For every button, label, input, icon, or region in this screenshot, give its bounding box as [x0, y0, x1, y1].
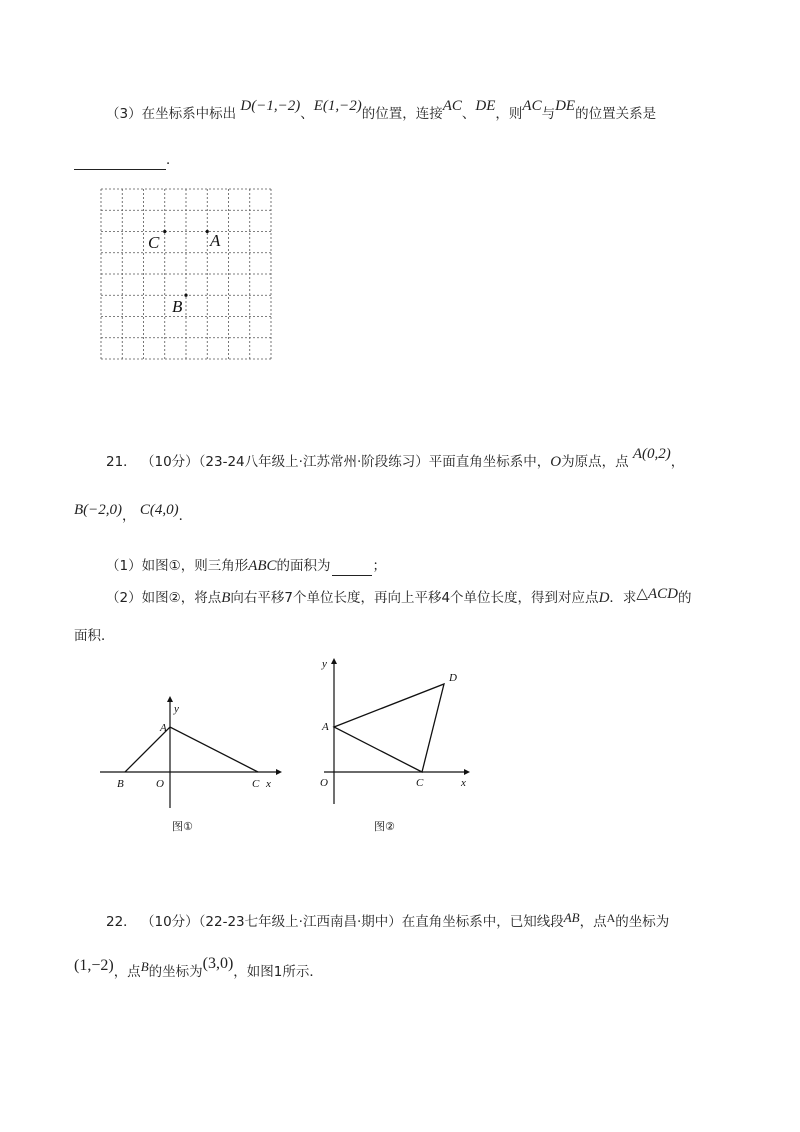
text: ，点 [113, 964, 141, 980]
text: 如图②，将点 [141, 590, 222, 606]
q21-part1 [106, 556, 386, 576]
q21-line-1 [106, 446, 685, 472]
q22-line-1 [106, 912, 669, 932]
q20-part3-line [106, 98, 657, 124]
label-x: x [266, 778, 271, 790]
source: （23-24八年级上·江苏常州·阶段练习） [198, 454, 429, 470]
triangle-abc-edges [125, 727, 258, 772]
label-y: y [174, 703, 179, 715]
text: 的坐标为 [615, 914, 670, 930]
text: 向右平移7个单位长度，再向上平移4个单位长度，得到对应点 [230, 590, 599, 606]
score: （10分） [140, 454, 199, 470]
label-x: x [461, 777, 466, 789]
figure-2 [316, 654, 476, 840]
text: 的位置，连接 [361, 106, 443, 122]
label-b: B [172, 297, 183, 316]
q20-answer-line [74, 150, 180, 170]
point-a-coord: (1,−2) [74, 957, 114, 974]
label-c: C [252, 778, 260, 790]
label-o: O [156, 778, 164, 790]
text: 在直角坐标系中，已知线段 [401, 914, 564, 930]
q22-line-2 [74, 955, 323, 982]
q21-part2 [106, 588, 691, 608]
triangle-acd: △ACD [636, 586, 678, 602]
text: 面积． [74, 628, 115, 644]
label-o: O [320, 777, 328, 789]
text: ，则 [495, 106, 523, 122]
caption: 图② [374, 820, 395, 833]
text: 如图①，则三角形 [141, 558, 249, 574]
point-a-dot [206, 230, 209, 233]
x-axis-arrow-icon [276, 769, 282, 775]
text: 与 [541, 106, 556, 122]
comma: ， [122, 508, 136, 524]
segment-ac: AC [442, 98, 462, 114]
q21-part2-cont [74, 626, 115, 646]
point-b-ref: B [140, 959, 149, 974]
point-a: A(0,2) [632, 446, 671, 462]
text: ，如图1所示． [233, 964, 323, 980]
text: ，点 [579, 914, 607, 930]
semicolon: ； [372, 558, 387, 574]
period: ． [178, 508, 193, 524]
text: 的面积为 [276, 558, 331, 574]
y-axis-arrow-icon [167, 696, 173, 702]
text: 的 [677, 590, 692, 606]
label-d: D [449, 672, 457, 684]
figure-1 [96, 690, 286, 840]
x-axis-arrow-icon [464, 769, 470, 775]
point-b: B(−2,0) [74, 502, 123, 518]
text: 的坐标为 [148, 964, 203, 980]
separator: 、 [461, 106, 476, 122]
point-b-ref: B [221, 590, 231, 606]
period: ． [166, 152, 180, 168]
label-y: y [322, 658, 327, 670]
point-a-ref: A [606, 911, 616, 925]
point-d-ref: D [598, 590, 610, 606]
part-number: （2） [106, 590, 142, 606]
triangle-abc: ABC [248, 558, 277, 574]
q21-line-2 [74, 502, 193, 526]
text: 在坐标系中标出 [141, 106, 237, 122]
segment-ac: AC [522, 98, 542, 114]
caption: 图① [172, 820, 193, 833]
text: 的位置关系是 [575, 106, 657, 122]
point-d: D(−1,−2) [240, 98, 301, 114]
text: 平面直角坐标系中， [428, 454, 551, 470]
label-a: A [160, 722, 167, 734]
segment-de: DE [555, 98, 576, 114]
dotted-grid-figure [98, 186, 278, 366]
question-number: 21． [106, 454, 137, 470]
point-c: C(4,0) [139, 502, 179, 518]
text: ．求 [609, 590, 637, 606]
origin-o: O [550, 454, 562, 470]
text: 为原点，点 [561, 454, 629, 470]
score: （10分） [140, 914, 199, 930]
source: （22-23七年级上·江西南昌·期中） [198, 914, 402, 930]
segment-ab: AB [563, 910, 580, 925]
label-a: A [210, 231, 221, 250]
part-number: （1） [106, 558, 142, 574]
label-c: C [148, 233, 160, 252]
label-a: A [322, 721, 329, 733]
segment-de: DE [475, 98, 496, 114]
point-b-dot [184, 294, 187, 297]
point-b-coord: (3,0) [202, 955, 234, 972]
part-number: （3） [106, 106, 142, 122]
point-e: E(1,−2) [313, 98, 362, 114]
separator: 、 [300, 106, 314, 122]
y-axis-arrow-icon [331, 658, 337, 664]
answer-blank[interactable] [332, 561, 372, 576]
triangle-acd-edges [334, 684, 444, 772]
label-b: B [117, 778, 124, 790]
point-c-dot [163, 230, 166, 233]
question-number: 22． [106, 914, 137, 930]
comma: ， [670, 454, 685, 470]
grid-lines [101, 189, 271, 359]
label-c: C [416, 777, 424, 789]
answer-blank[interactable] [74, 155, 166, 170]
